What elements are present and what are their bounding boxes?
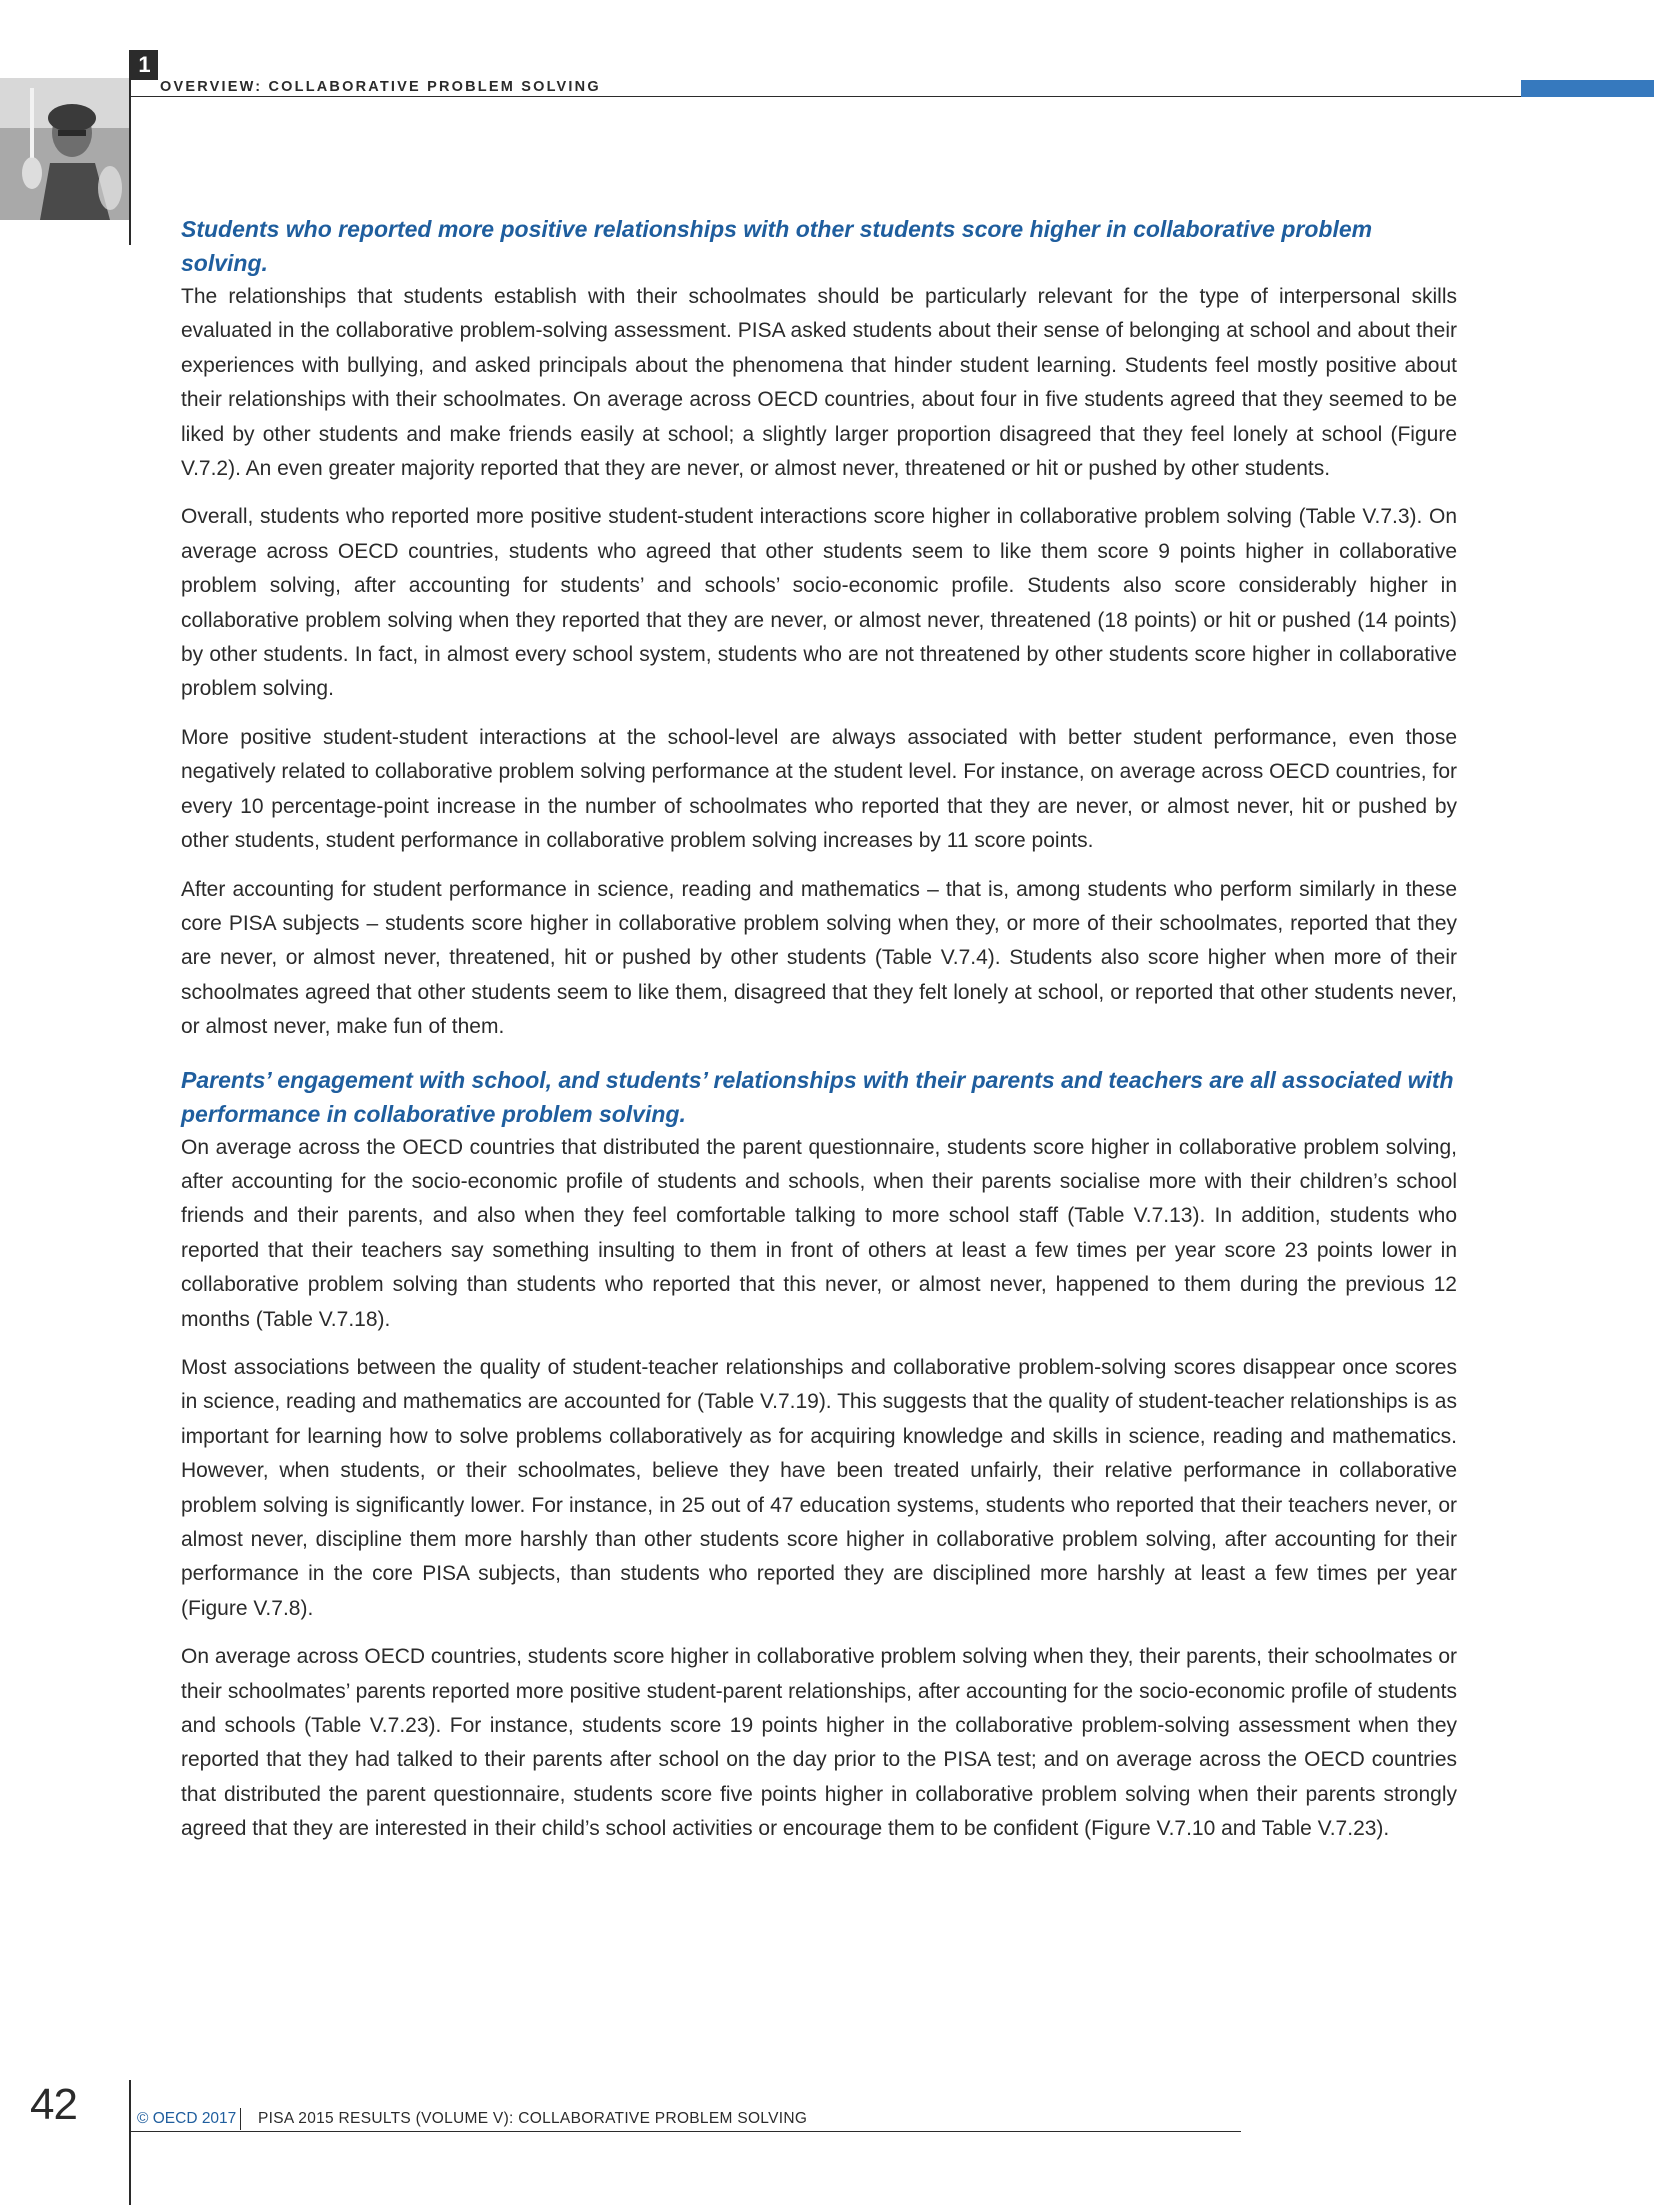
running-title: OVERVIEW: COLLABORATIVE PROBLEM SOLVING: [160, 79, 601, 95]
scientist-photo-icon: [0, 78, 130, 220]
footer-copyright: © OECD 2017: [137, 2110, 237, 2127]
header-accent-bar: [1521, 80, 1654, 97]
section-heading-parents-engagement: Parents’ engagement with school, and students’ relationships with their parents and teachers are all associated with performance in collaborative problem solving.: [181, 1066, 1454, 1127]
paragraph: Overall, students who reported more positive student-student interactions score higher in collaborative problem solving (Table V.7.3). On average across OECD countries, students who agreed that other students seem to like them score 9 points higher in collaborative problem solving, after accounting for students’ and schools’ socio-economic profile. Students also score considerably higher in collaborative problem solving when they reported that they are never, or almost never, threatened (18 points) or hit or pushed (14 points) by other students. In fact, in almost every school system, students who are not threatened by other students score higher in collaborative problem solving.: [181, 505, 1457, 701]
chapter-number: 1: [131, 50, 158, 80]
paragraph: After accounting for student performance in science, reading and mathematics – that is, among students who perform similarly in these core PISA subjects – students score higher in collaborative problem solving when they, or more of their schoolmates, reported that they are never, or almost never, threatened, hit or pushed by other students (Table V.7.4). Students also score higher when more of their schoolmates agreed that other students seem to like them, disagreed that they felt lonely at school, or reported that other students never, or almost never, make fun of them.: [181, 877, 1457, 1039]
footer-publication-title: PISA 2015 RESULTS (VOLUME V): COLLABORATIVE PROBLEM SOLVING: [258, 2110, 808, 2127]
paragraph: More positive student-student interactions at the school-level are always associated with better student performance, even those negatively related to collaborative problem solving performance at the student level. For instance, on average across OECD countries, for every 10 percentage-point increase in the number of schoolmates who reported that they are never, or almost never, hit or pushed by other students, student performance in collaborative problem solving increases by 11 score points.: [181, 725, 1457, 853]
page-number: 42: [30, 2080, 77, 2129]
paragraph: On average across the OECD countries that distributed the parent questionnaire, students score higher in collaborative problem solving, after accounting for the socio-economic profile of students and schools, when their parents socialise more with their children’s school friends and their parents, and also when they feel comfortable talking to more school staff (Table V.7.13). In addition, students who reported that their teachers say something insulting to them in front of others at least a few times per year score 23 points lower in collaborative problem solving than students who reported that this never, or almost never, happened to them during the previous 12 months (Table V.7.18).: [181, 1135, 1457, 1331]
paragraph: Most associations between the quality of student-teacher relationships and collaborative problem-solving scores disappear once scores in science, reading and mathematics are accounted for (Table V.7.19). This suggests that the quality of student-teacher relationships is as important for learning how to solve problems collaboratively as for acquiring knowledge and skills in science, reading and mathematics. However, when students, or their schoolmates, believe they have been treated unfairly, their relative performance in collaborative problem solving is significantly lower. For instance, in 25 out of 47 education systems, students who reported that their teachers never, or almost never, discipline them more harshly than other students score higher in collaborative problem solving, after accounting for their performance in the core PISA subjects, than students who reported they are disciplined more harshly at least a few times per year (Figure V.7.8).: [181, 1355, 1457, 1620]
footer-vertical-rule: [129, 2080, 131, 2205]
paragraph: On average across OECD countries, students score higher in collaborative problem solving when they, their parents, their schoolmates or their schoolmates’ parents reported more positive student-parent relationships, after accounting for the socio-economic profile of students and schools (Table V.7.23). For instance, students score 19 points higher in the collaborative problem-solving assessment when they reported that they had talked to their parents after school on the day prior to the PISA test; and on average across the OECD countries that distributed the parent questionnaire, students score five points higher in collaborative problem solving when their parents strongly agreed that they are interested in their child’s school activities or encourage them to be confident (Figure V.7.10 and Table V.7.23).: [181, 1645, 1457, 1841]
paragraph: The relationships that students establish with their schoolmates should be particularly relevant for the type of interpersonal skills evaluated in the collaborative problem-solving assessment. PISA asked students about their sense of belonging at school and about their experiences with bullying, and asked principals about the phenomena that hinder student learning. Students feel mostly positive about their relationships with their schoolmates. On average across OECD countries, about four in five students agreed that they seemed to be liked by other students and make friends easily at school; a slightly larger proportion disagreed that they feel lonely at school (Figure V.7.2). An even greater majority reported that they are never, or almost never, threatened or hit or pushed by other students.: [181, 285, 1457, 481]
header-rule: [131, 96, 1521, 97]
footer-rule: [131, 2131, 1241, 2132]
main-content: [181, 212, 1457, 1861]
footer-separator: [240, 2108, 241, 2130]
header-photo: [0, 78, 130, 220]
section-heading-student-relationships: Students who reported more positive relationships with other students score higher in collaborative problem solving.: [181, 216, 1373, 276]
